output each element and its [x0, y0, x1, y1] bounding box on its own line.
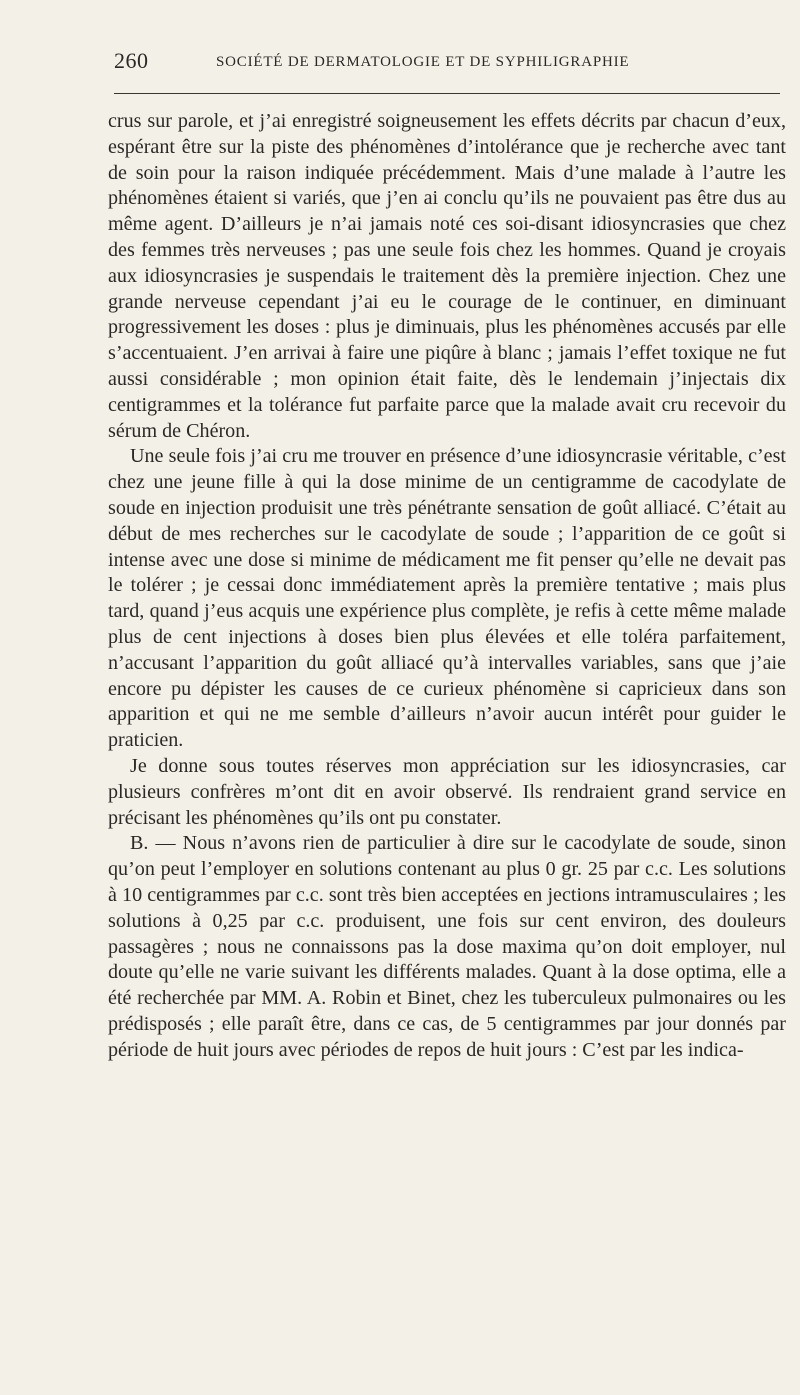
paragraph: Une seule fois j’ai cru me trouver en présence d’une idiosyncrasie véritable, c’est chez une jeune fille à qui la dose minime de un centigramme de cacodylate de soude en injection produisit une très pénétrante sensation de goût alliacé. C’était au début de mes recherches sur le cacodylate de soude ; l’apparition de ce goût si intense avec une dose si minime de médicament me fit penser qu’elle ne devait pas le tolérer ; je cessai donc immédiatement après la première tentative ; mais plus tard, quand j’eus acquis une expérience plus complète, je refis à cette même malade plus de cent injections à doses bien plus élevées et elle toléra parfaitement, n’accusant l’apparition du goût alliacé qu’à intervalles variables, sans que j’aie encore pu dépister les causes de ce curieux phénomène si capricieux dans son apparition et qui ne me semble d’ailleurs n’avoir aucun intérêt pour guider le praticien. [108, 445, 786, 752]
header-rule [114, 93, 780, 94]
paragraph: B. — Nous n’avons rien de particulier à dire sur le cacodylate de soude, sinon qu’on peut l’employer en solutions contenant au plus 0 gr. 25 par c.c. Les solutions à 10 centigrammes par c.c. sont très bien acceptées en jections intramusculaires ; les solutions à 0,25 par c.c. produisent, une fois sur cent environ, des douleurs passagères ; nous ne connaissons pas la dose maxima qu’on doit employer, nul doute qu’elle ne varie suivant les différents malades. Quant à la dose optima, elle a été recherchée par MM. A. Robin et Binet, chez les tuberculeux pulmonaires ou les prédisposés ; elle paraît être, dans ce cas, de 5 centigrammes par jour donnés par période de huit jours avec périodes de repos de huit jours : C’est par les indica- [108, 832, 786, 1061]
paragraph: Je donne sous toutes réserves mon appréciation sur les idiosyncrasies, car plusieurs confrères m’ont dit en avoir observé. Ils rendraient grand service en précisant les phénomènes qu’ils ont pu constater. [108, 754, 786, 829]
page-header [114, 46, 780, 76]
page-number: 260 [114, 48, 149, 73]
running-head: SOCIÉTÉ DE DERMATOLOGIE ET DE SYPHILIGRAPHIE [216, 54, 630, 70]
body-text [108, 109, 786, 1063]
paragraph: crus sur parole, et j’ai enregistré soigneusement les effets décrits par chacun d’eux, espérant être sur la piste des phénomènes d’intolérance que je recherche avec tant de soin pour la raison indiquée précédemment. Mais d’une malade à l’autre les phénomènes étaient si variés, que j’en ai conclu qu’ils ne pouvaient pas être dus au même agent. D’ailleurs je n’ai jamais noté ces soi-disant idiosyncrasies que chez des femmes très nerveuses ; pas une seule fois chez les hommes. Quand je croyais aux idiosyncrasies je suspendais le traitement dès la première injection. Chez une grande nerveuse cependant j’ai eu le courage de le continuer, en diminuant progressivement les doses : plus je diminuais, plus les phénomènes accusés par elle s’accentuaient. J’en arrivai à faire une piqûre à blanc ; jamais l’effet toxique ne fut aussi considérable ; mon opinion était faite, dès le lendemain j’injectais dix centigrammes et la tolérance fut parfaite parce que la malade avait cru recevoir du sérum de Chéron. [108, 110, 786, 442]
